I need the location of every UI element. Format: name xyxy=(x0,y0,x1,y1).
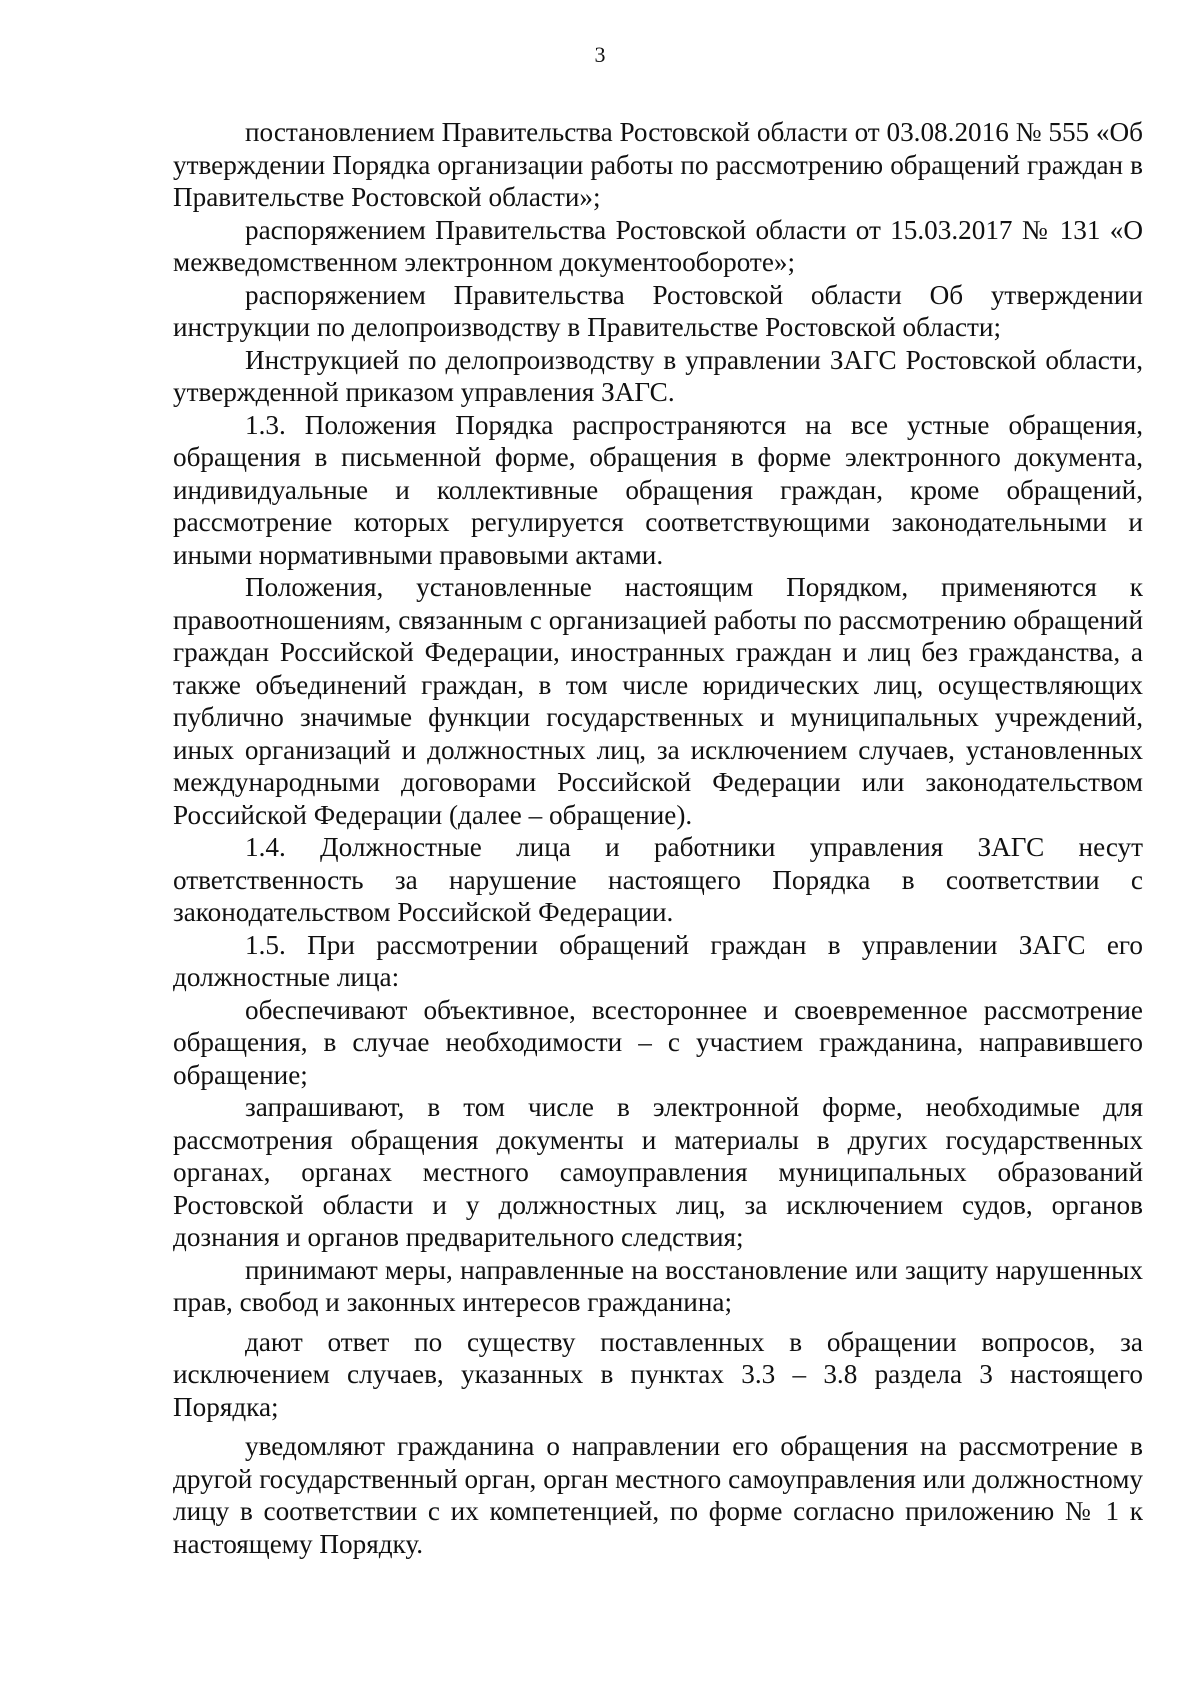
paragraph-1-3: 1.3. Положения Порядка распространяются на все устные обращения, обращения в письменной форме, обращения в форме электронного документа, индивидуальные и коллективные обращения граждан, кроме обращений, рассмотрение которых регулируется соответствующими законодательными и иными нормативными правовыми актами. xyxy=(173,409,1143,570)
paragraph-take-measures: принимают меры, направленные на восстановление или защиту нарушенных прав, свобод и законных интересов гражданина; xyxy=(173,1254,1143,1317)
document-body xyxy=(173,116,1143,1560)
paragraph-order-131: распоряжением Правительства Ростовской области от 15.03.2017 № 131 «О межведомственном электронном документообороте»; xyxy=(173,214,1143,277)
paragraph-order-office-instruction: распоряжением Правительства Ростовской области Об утверждении инструкции по делопроизводству в Правительстве Ростовской области; xyxy=(173,279,1143,342)
paragraph-provisions-scope: Положения, установленные настоящим Порядком, применяются к правоотношениям, связанным с организацией работы по рассмотрению обращений граждан Российской Федерации, иностранных граждан и лиц без гражданства, а также объединений граждан, в том числе юридических лиц, осуществляющих публично значимые функции государственных и муниципальных учреждений, иных организаций и должностных лиц, за исключением случаев, установленных международными договорами Российской Федерации или законодательством Российской Федерации (далее – обращение). xyxy=(173,572,1143,830)
page-number: 3 xyxy=(594,42,606,67)
paragraph-notify-citizen: уведомляют гражданина о направлении его обращения на рассмотрение в другой государственный орган, орган местного самоуправления или должностному лицу в соответствии с их компетенцией, по форме согласно приложению № 1 к настоящему Порядку. xyxy=(173,1431,1143,1559)
paragraph-1-4: 1.4. Должностные лица и работники управления ЗАГС несут ответственность за нарушение настоящего Порядка в соответствии с законодательством Российской Федерации. xyxy=(173,832,1143,927)
paragraph-ensure-review: обеспечивают объективное, всестороннее и своевременное рассмотрение обращения, в случае необходимости – с участием гражданина, направившего обращение; xyxy=(173,994,1143,1090)
paragraph-give-answer: дают ответ по существу поставленных в обращении вопросов, за исключением случаев, указанных в пунктах 3.3 – 3.8 раздела 3 настоящего Порядка; xyxy=(173,1326,1143,1422)
paragraph-resolution-555: постановлением Правительства Ростовской области от 03.08.2016 № 555 «Об утверждении Порядка организации работы по рассмотрению обращений граждан в Правительстве Ростовской области»; xyxy=(173,117,1143,212)
paragraph-1-5: 1.5. При рассмотрении обращений граждан в управлении ЗАГС его должностные лица: xyxy=(173,929,1143,992)
paragraph-request-documents: запрашивают, в том числе в электронной форме, необходимые для рассмотрения обращения документы и материалы в других государственных органах, органах местного самоуправления муниципальных образований Ростовской области и у должностных лиц, за исключением судов, органов дознания и органов предварительного следствия; xyxy=(173,1092,1143,1252)
paragraph-zags-instruction: Инструкцией по делопроизводству в управлении ЗАГС Ростовской области, утвержденной приказом управления ЗАГС. xyxy=(173,344,1143,407)
